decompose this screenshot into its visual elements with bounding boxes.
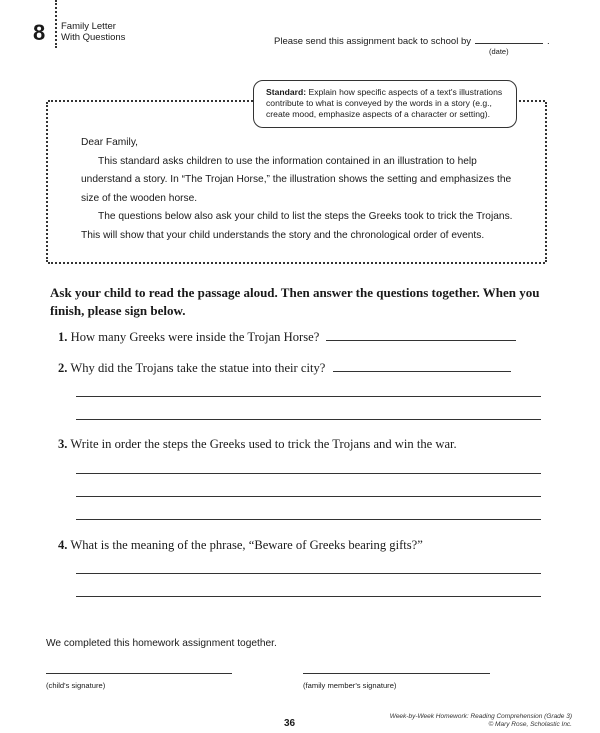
question-number: 3. — [58, 437, 68, 451]
title-line-1: Family Letter — [61, 21, 116, 32]
worksheet-title — [61, 21, 125, 43]
family-signature-label: (family member's signature) — [303, 681, 397, 690]
standard-callout — [253, 80, 517, 128]
answer-line[interactable] — [76, 519, 541, 520]
question-number: 2. — [58, 361, 68, 375]
question-2 — [58, 361, 511, 376]
question-text: How many Greeks were inside the Trojan Horse? — [70, 330, 320, 344]
question-text: Write in order the steps the Greeks used to trick the Trojans and win the war. — [70, 437, 457, 451]
instructions: Ask your child to read the passage aloud. Then answer the questions together. When you finish, please sign below. — [50, 285, 540, 318]
letter-greeting: Dear Family, — [81, 137, 138, 148]
question-number: 1. — [58, 330, 68, 344]
question-3 — [58, 437, 457, 452]
answer-line[interactable] — [76, 596, 541, 597]
credit-line-1: Week-by-Week Homework: Reading Comprehension (Grade 3) — [389, 713, 572, 720]
letter-paragraph-1: This standard asks children to use the information contained in an illustration to help understand a story. In “The Trojan Horse,” the illustration shows the setting and emphasizes the size of the wooden horse. — [81, 155, 512, 204]
question-text: Why did the Trojans take the statue into their city? — [70, 361, 326, 375]
credit-line-2: © Mary Rose, Scholastic Inc. — [488, 721, 572, 728]
letter-paragraph-2: The questions below also ask your child to list the steps the Greeks took to trick the Trojans. This will show that your child understands the story and the chronological order of events. — [81, 211, 513, 241]
standard-text: Explain how specific aspects of a text's illustrations contribute to what is conveyed by the words in a story (e.g., create mood, emphasize aspects of a character or setting). — [266, 87, 503, 119]
box-border-right — [545, 102, 547, 262]
question-4 — [58, 538, 423, 553]
send-back-instruction — [274, 36, 550, 47]
send-back-text: Please send this assignment back to school by — [274, 36, 471, 47]
answer-line[interactable] — [326, 340, 516, 341]
family-letter — [81, 134, 526, 245]
box-border-left — [46, 102, 48, 262]
page-number: 36 — [284, 718, 296, 729]
child-signature-line[interactable] — [46, 673, 232, 674]
answer-line[interactable] — [76, 473, 541, 474]
family-signature-line[interactable] — [303, 673, 490, 674]
header-divider — [55, 0, 57, 48]
answer-line[interactable] — [76, 396, 541, 397]
lesson-number: 8 — [33, 20, 46, 45]
question-text: What is the meaning of the phrase, “Beware of Greeks bearing gifts?” — [70, 538, 423, 552]
answer-line[interactable] — [333, 371, 511, 372]
date-label: (date) — [489, 47, 509, 56]
answer-line[interactable] — [76, 419, 541, 420]
title-line-2: With Questions — [61, 32, 126, 43]
answer-line[interactable] — [76, 496, 541, 497]
standard-label: Standard: — [266, 87, 307, 97]
send-back-period: . — [546, 36, 550, 47]
answer-line[interactable] — [76, 573, 541, 574]
question-number: 4. — [58, 538, 68, 552]
question-1 — [58, 330, 516, 345]
publisher-credit — [366, 713, 572, 729]
date-blank — [475, 42, 543, 44]
child-signature-label: (child's signature) — [46, 681, 106, 690]
completion-statement: We completed this homework assignment together. — [46, 638, 277, 649]
